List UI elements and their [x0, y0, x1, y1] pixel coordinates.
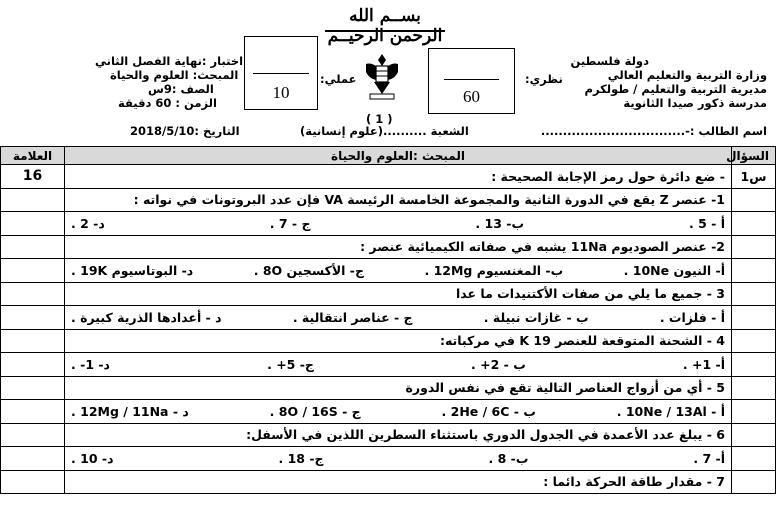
basmala: بســم الله الرحمن الرحيــم — [327, 6, 443, 46]
option-a: أ- النيون 10Ne . — [623, 262, 725, 278]
theory-score-box — [428, 48, 515, 114]
practical-total: 10 — [272, 83, 290, 102]
question-text: 3 - جميع ما يلي من صفات الأكتنيدات ما عدا — [65, 282, 732, 306]
option-d: د- 2 . — [71, 215, 105, 231]
table-row — [1, 282, 776, 306]
student-name-field: اسم الطالب :-................................. — [540, 124, 767, 138]
option-d: د- 1- . — [71, 356, 110, 372]
table-row — [1, 376, 776, 400]
table-row — [1, 188, 776, 212]
table-row — [1, 259, 776, 283]
table-row — [1, 353, 776, 377]
table-row — [1, 306, 776, 330]
question-text: 5 - أي من أزواج العناصر التالية تقع في نفس الدورة — [65, 376, 732, 400]
header-question: السؤال — [732, 147, 776, 165]
table-row — [1, 447, 776, 471]
option-b: ب- 8 . — [488, 450, 529, 466]
exam-duration: الزمن : 60 دقيقة — [118, 96, 217, 110]
exam-date: التاريخ :2018/5/10 — [130, 124, 240, 138]
answer-options — [71, 216, 725, 231]
option-d: د- البوتاسيوم 19K . — [71, 262, 194, 278]
option-d: د - أعدادها الذرية كبيرة . — [71, 309, 222, 325]
theory-score-line — [444, 79, 499, 80]
option-a: أ- 7 . — [693, 450, 725, 466]
answer-options — [71, 357, 725, 372]
practical-score-box — [244, 36, 318, 110]
header-ministry: وزارة التربية والتعليم العالي — [607, 68, 767, 82]
option-d: د- 10 . — [71, 450, 114, 466]
header-mark: العلامة — [1, 147, 65, 165]
answer-options — [71, 310, 725, 325]
exam-grade: الصف :9س — [148, 82, 214, 96]
answer-options — [71, 404, 725, 419]
table-row — [1, 165, 776, 189]
table-row — [1, 423, 776, 447]
option-b: ب - غازات نبيلة . — [483, 309, 589, 325]
header-directorate: مديرية التربية والتعليم / طولكرم — [584, 82, 767, 96]
table-header-row — [1, 147, 776, 165]
question-label: س1 — [732, 165, 776, 189]
option-c: ج- الأكسجين 8O . — [253, 262, 364, 278]
question-mark: 16 — [1, 165, 65, 189]
option-a: أ- 1+ . — [682, 356, 725, 372]
table-row — [1, 329, 776, 353]
exam-subject: المبحث: العلوم والحياة — [110, 68, 239, 82]
header-school: مدرسة ذكور صيدا الثانوية — [623, 96, 767, 110]
practical-score-line — [253, 73, 309, 74]
option-b: ب- المغنسيوم 12Mg . — [424, 262, 564, 278]
option-c: ج- 18 . — [278, 450, 324, 466]
table-row — [1, 400, 776, 424]
option-a: أ - فلزات . — [659, 309, 725, 325]
table-row — [1, 212, 776, 236]
practical-label: عملي: — [320, 72, 357, 86]
option-a: أ - 10Ne / 13Al . — [616, 403, 725, 419]
question-text: 2- عنصر الصوديوم 11Na يشبه في صفاته الكيميائية عنصر : — [65, 235, 732, 259]
table-row — [1, 470, 776, 494]
question-table — [0, 146, 776, 494]
basmala-underline — [325, 30, 445, 32]
question-text: 6 - يبلغ عدد الأعمدة في الجدول الدوري باستثناء السطرين اللذين في الأسفل: — [65, 423, 732, 447]
theory-total: 60 — [463, 87, 480, 106]
answer-options — [71, 263, 725, 278]
palestine-emblem-icon — [362, 50, 402, 102]
branch-field: الشعبة ..........(علوم إنسانية) — [300, 124, 469, 138]
table-row — [1, 235, 776, 259]
header-country: دولة فلسطين — [570, 54, 649, 68]
option-d: د - 12Mg / 11Na . — [71, 403, 189, 419]
option-b: ب - 2He / 6C . — [441, 403, 536, 419]
option-c: ج - 7 . — [269, 215, 311, 231]
exam-type: اختبار :نهاية الفصل الثاني — [95, 54, 244, 68]
theory-label: نظري: — [525, 72, 563, 86]
option-b: ب- 13 . — [475, 215, 525, 231]
option-c: ج - 8O / 16S . — [269, 403, 361, 419]
option-c: ج - عناصر انتقالية . — [292, 309, 413, 325]
option-b: ب - 2+ . — [471, 356, 526, 372]
question-text: 7 - مقدار طاقة الحركة دائما : — [65, 470, 732, 494]
question-text: 4 - الشحنة المتوقعة للعنصر K 19 في مركباته: — [65, 329, 732, 353]
question-text: 1- عنصر Z يقع في الدورة الثانية والمجموعة الخامسة الرئيسة VA فإن عدد البروتونات في نواته : — [65, 188, 732, 212]
option-c: ج- 5+ . — [267, 356, 314, 372]
answer-options — [71, 451, 725, 466]
instruction-text: - ضع دائرة حول رمز الإجابة الصحيحة : — [65, 165, 732, 189]
option-a: أ - 5 . — [689, 215, 725, 231]
page-number: ( 1 ) — [366, 112, 393, 126]
header-subject: المبحث :العلوم والحياة — [65, 147, 732, 165]
